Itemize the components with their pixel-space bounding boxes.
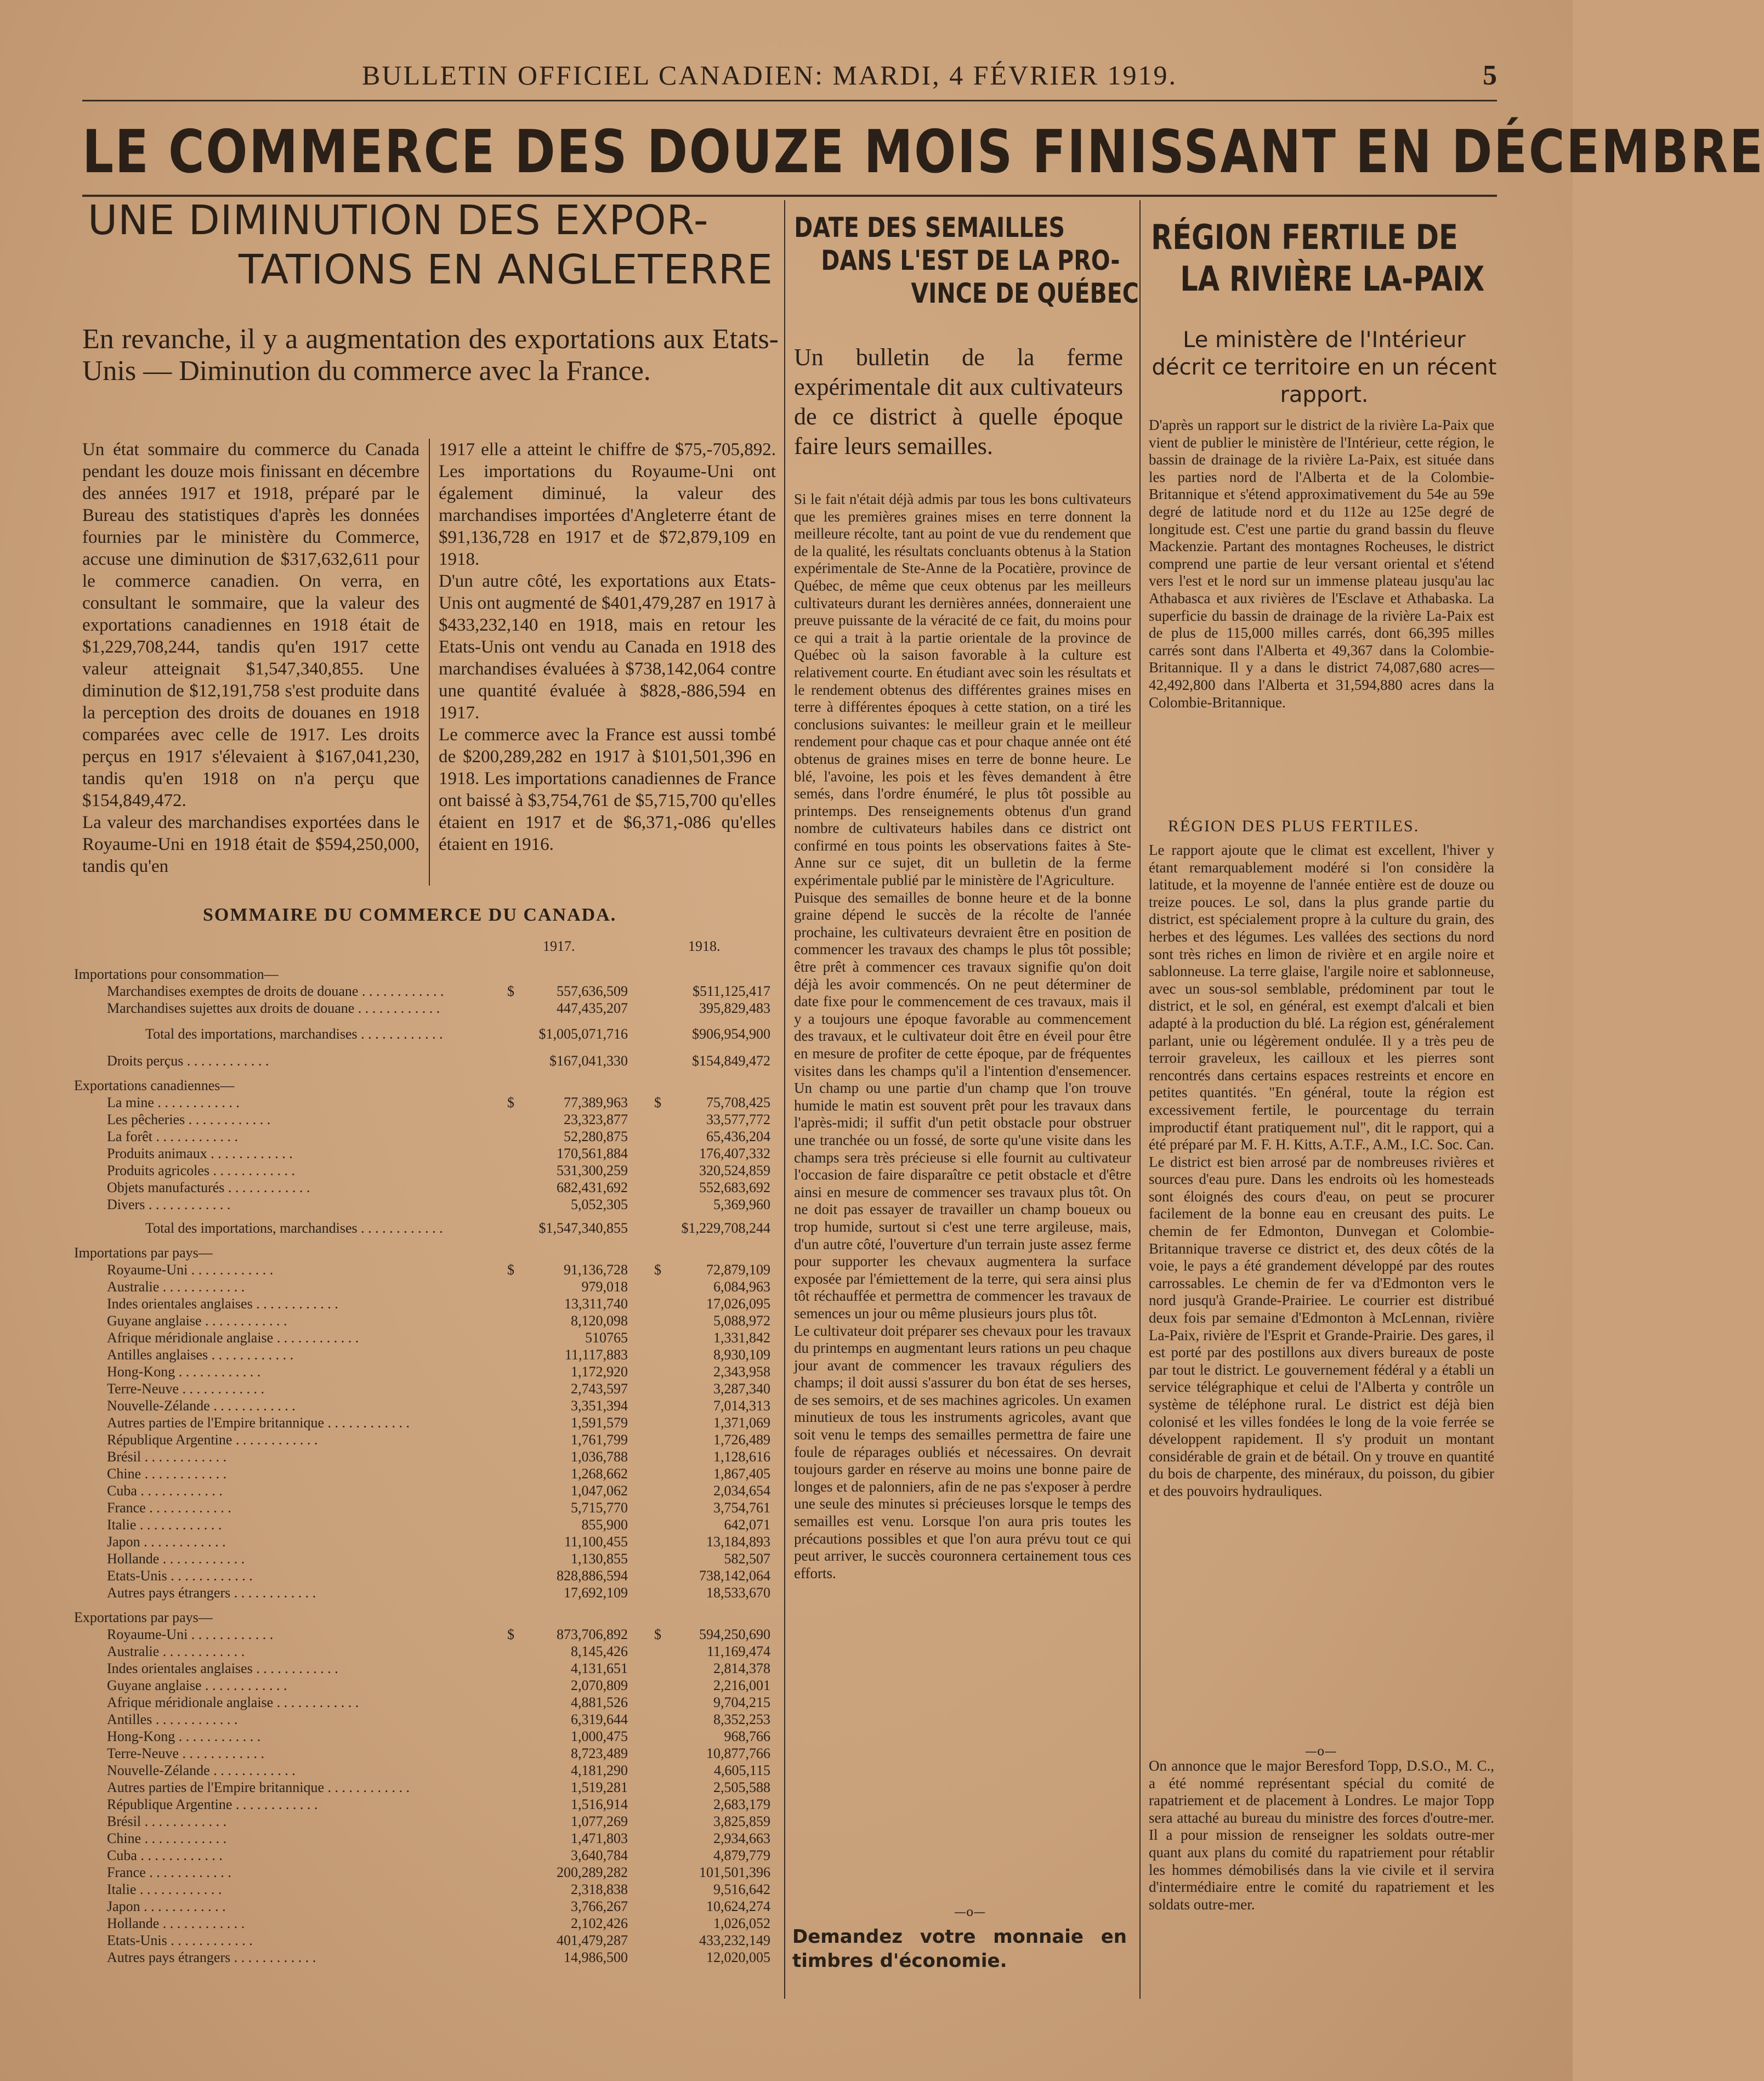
value-1917: 1,516,914 [571, 1796, 628, 1812]
table-row [74, 1660, 776, 1677]
value-1917: 4,881,526 [571, 1694, 628, 1710]
value-1917: 2,318,838 [571, 1881, 628, 1897]
section-heading-label: Importations par pays— [74, 1245, 213, 1261]
value-1917: 1,761,799 [571, 1432, 628, 1448]
table-row [74, 1346, 776, 1363]
row-label: République Argentine . . . . . . . . . . . . [107, 1432, 318, 1448]
lead-headline-line1: UNE DIMINUTION DES EXPOR- [88, 197, 709, 244]
value-1917: 4,181,290 [571, 1762, 628, 1778]
table-row [74, 1779, 776, 1796]
total-row [74, 1025, 776, 1042]
lead-headline [82, 197, 779, 307]
value-1917: 3,640,784 [571, 1847, 628, 1863]
value-1918: 738,142,064 [699, 1568, 770, 1584]
masthead-title: BULLETIN OFFICIEL CANADIEN: MARDI, 4 FÉVRIER 1919. [362, 60, 1177, 90]
value-1918: 1,867,405 [713, 1466, 770, 1482]
table-spacer [74, 1213, 776, 1220]
table-row [74, 1380, 776, 1397]
value-1917: 200,289,282 [557, 1864, 628, 1880]
row-label: France . . . . . . . . . . . . [107, 1864, 231, 1880]
table-header-1917: 1917. [543, 938, 575, 954]
row-label: Cuba . . . . . . . . . . . . [107, 1483, 223, 1499]
value-1918: 2,216,001 [713, 1677, 770, 1693]
row-label: Brésil . . . . . . . . . . . . [107, 1813, 227, 1829]
value-1918: $1,229,708,244 [681, 1220, 770, 1236]
value-1917: 531,300,259 [557, 1163, 628, 1178]
value-1917: 1,000,475 [571, 1728, 628, 1744]
table-spacer [74, 1601, 776, 1609]
value-1918: $511,125,417 [692, 983, 770, 999]
value-1917: $1,005,071,716 [538, 1026, 628, 1042]
page-number: 5 [1483, 60, 1497, 91]
value-1918: 5,369,960 [713, 1197, 770, 1212]
table-spacer [74, 955, 776, 966]
column-divider [429, 439, 430, 886]
value-1917: 2,743,597 [571, 1381, 628, 1397]
row-label: Hollande . . . . . . . . . . . . [107, 1915, 245, 1931]
row-label: Nouvelle-Zélande . . . . . . . . . . . . [107, 1762, 296, 1778]
table-row [74, 1711, 776, 1728]
separator-mark: —o— [1305, 1745, 1337, 1759]
table-row [74, 1830, 776, 1847]
table-header-row [74, 938, 776, 955]
value-1917: 1,268,662 [571, 1466, 628, 1482]
col4-body-2: Le rapport ajoute que le climat est excellent, l'hiver y étant remarquablement modéré si l'on considère la latitude, et la moyenne de l'année entière est de douze ou treize pouces. Le sol, dans la plus grande partie du district, est spécialement propre à la culture du grain, des herbes et des légumes. Les vallées des sections du nord sont très riches en limon de rivière et en argile noire et sablonneuse. La terre glaise, l'argile noire et sablonneuse, avec un sous-sol semblable, prédominent par tout le district, et le sol, en général, est exempt d'alcali et bien adapté à la production du blé. La région est, généralement parlant, unie ou légèrement ondulée. Il y a très peu de terroir graveleux, les cailloux et les pierres sont rencontrés dans certains espaces restreints et encore en petites quantités. "En général, toute la région est excessivement fertile, le pourcentage du terrain improductif étant pratiquement nul", dit le rapport, qui a été préparé par M. F. H. Kitts, A.T.F., A.M., I.C. Soc. Can. Le district est bien arrosé par de nombreuses rivières et sources d'eau pure. Dans les endroits où les homesteads sont éloignés des cours d'eau, on peut se procurer facilement de la bonne eau en creusant des puits. Le chemin de fer Edmonton, Dunvegan et Colombie-Britannique traverse ce district et, des deux côtés de la voie, le pays a été grandement développé par des routes carrossables. Le chemin de fer va d'Edmonton vers le nord jusqu'à Grande-Prairiee. Le courrier est distribué deux fois par semaine d'Edmonton à McLennan, rivière La-Paix, rivière de l'Esprit et Grande-Prairie. Des gares, il est porté par des postillons aux divers bureaux de poste par tout le district. Le gouvernement fédéral y a établi un service télégraphique et celui de l'Alberta y contrôle un système de téléphone rural. Le district est déjà bien colonisé et les villes fondées le long de la voie ferrée se développent rapidement. Il s'y produit un montant considérable de grain et de bétail. On y trouve en quantité du bois de charpente, des minéraux, du poisson, du gibier et des pouvoirs hydrauliques. [1149, 842, 1494, 1499]
value-1917: 4,131,651 [571, 1660, 628, 1676]
value-1918: 582,507 [724, 1551, 770, 1567]
table-row [74, 1465, 776, 1482]
table-row [74, 1694, 776, 1711]
value-1917: 1,130,855 [571, 1551, 628, 1567]
value-1918: 65,436,204 [706, 1129, 770, 1144]
value-1918: 9,516,642 [713, 1881, 770, 1897]
currency-sign: $ [654, 1626, 661, 1642]
row-label: Italie . . . . . . . . . . . . [107, 1881, 222, 1897]
table-row [74, 1677, 776, 1694]
row-label: Terre-Neuve . . . . . . . . . . . . [107, 1745, 264, 1761]
table-title: SOMMAIRE DU COMMERCE DU CANADA. [203, 905, 617, 925]
row-label: Indes orientales anglaises . . . . . . . . . . . . [107, 1296, 338, 1312]
row-label: Terre-Neuve . . . . . . . . . . . . [107, 1381, 264, 1397]
value-1918: 1,331,842 [713, 1330, 770, 1346]
value-1918: 642,071 [724, 1517, 770, 1533]
table-row [74, 1584, 776, 1601]
table-row [74, 1261, 776, 1278]
currency-sign: $ [654, 1262, 661, 1278]
col4-body-1: D'après un rapport sur le district de la rivière La-Paix que vient de publier le ministère de l'Intérieur, cette région, le bassin de drainage de la rivière La-Paix, est située dans les parties nord de l'Alberta et de la Colombie-Britannique et s'étend approximativement du 54e au 59e degré de latitude nord et du 112e au 125e degré de longitude est. C'est une partie du grand bassin du fleuve Mackenzie. Partant des montagnes Rocheuses, le district comprend une partie de leur versant oriental et s'étend vers l'est et le nord sur un immense plateau jusqu'au lac Athabasca et aux rivières de l'Esclave et Athabaska. La superficie du bassin de drainage de la rivière La-Paix est de plus de 115,000 milles carrés, dont 66,395 milles carrés sont dans l'Alberta et 49,367 dans la Colombie-Britannique. Il y a dans le district 74,087,680 acres—42,492,800 dans l'Alberta et 31,594,880 acres dans la Colombie-Britannique. [1149, 417, 1494, 711]
value-1917: 682,431,692 [557, 1180, 628, 1195]
currency-sign: $ [507, 1262, 514, 1278]
section-heading [74, 1609, 776, 1626]
table-row [74, 1915, 776, 1932]
row-label: Marchandises exemptes de droits de douane . . . . . . . . . . . . [107, 983, 444, 999]
row-label: Divers . . . . . . . . . . . . [107, 1197, 231, 1212]
table-row [74, 1567, 776, 1584]
row-label: Afrique méridionale anglaise . . . . . . . . . . . . [107, 1694, 359, 1710]
value-1918: 1,371,069 [713, 1415, 770, 1431]
value-1918: 75,708,425 [706, 1095, 770, 1110]
value-1918: 1,726,489 [713, 1432, 770, 1448]
row-label: Brésil . . . . . . . . . . . . [107, 1449, 227, 1465]
row-label: Guyane anglaise . . . . . . . . . . . . [107, 1313, 287, 1329]
value-1917: 979,018 [581, 1279, 628, 1295]
total-row-label: Total des importations, marchandises . . . . . . . . . . . . [145, 1026, 443, 1042]
value-1917: 6,319,644 [571, 1711, 628, 1727]
value-1918: 3,754,761 [713, 1500, 770, 1516]
value-1918: 6,084,963 [713, 1279, 770, 1295]
row-label: Autres pays étrangers . . . . . . . . . . . . [107, 1949, 316, 1965]
table-row [74, 1847, 776, 1864]
row-label: Produits agricoles . . . . . . . . . . . . [107, 1163, 296, 1178]
row-label: Japon . . . . . . . . . . . . [107, 1534, 226, 1550]
duties-row [74, 1052, 776, 1069]
col3-footer: Demandez votre monnaie en timbres d'économie. [792, 1926, 1127, 1972]
row-label: France . . . . . . . . . . . . [107, 1500, 231, 1516]
value-1918: 2,034,654 [713, 1483, 770, 1499]
lead-subheadline: En revanche, il y a augmentation des exportations aux Etats-Unis — Diminution du commerce avec la France. [82, 324, 779, 387]
table-row [74, 1550, 776, 1567]
table-row [74, 1796, 776, 1813]
duties-row-label: Droits perçus . . . . . . . . . . . . [107, 1053, 269, 1069]
row-label: Hollande . . . . . . . . . . . . [107, 1551, 245, 1567]
table-row [74, 1898, 776, 1915]
table-row [74, 1762, 776, 1779]
table-row [74, 1949, 776, 1966]
value-1918: 8,930,109 [713, 1347, 770, 1363]
value-1918: 13,184,893 [706, 1534, 770, 1550]
col3-headline-line2: DANS L'EST DE LA PRO- [821, 245, 1120, 276]
value-1918: 1,128,616 [713, 1449, 770, 1465]
value-1917: 8,723,489 [571, 1745, 628, 1761]
value-1917: 52,280,875 [564, 1129, 628, 1144]
table-row [74, 1128, 776, 1145]
value-1918: 9,704,215 [713, 1694, 770, 1710]
value-1918: 10,877,766 [706, 1745, 770, 1761]
value-1917: 3,351,394 [571, 1398, 628, 1414]
table-row [74, 1482, 776, 1499]
row-label: Cuba . . . . . . . . . . . . [107, 1847, 223, 1863]
value-1917: 1,519,281 [571, 1779, 628, 1795]
row-label: Antilles . . . . . . . . . . . . [107, 1711, 238, 1727]
table-row [74, 1728, 776, 1745]
table-row [74, 1000, 776, 1017]
row-label: Marchandises sujettes aux droits de douane . . . . . . . . . . . . [107, 1000, 440, 1016]
value-1917: 5,715,770 [571, 1500, 628, 1516]
section-heading-label: Exportations canadiennes— [74, 1078, 235, 1093]
value-1918: 10,624,274 [706, 1898, 770, 1914]
table-row [74, 1626, 776, 1643]
value-1917: 510765 [585, 1330, 628, 1346]
table-row [74, 1094, 776, 1111]
value-1918: 320,524,859 [699, 1163, 770, 1178]
table-row [74, 1643, 776, 1660]
currency-sign: $ [654, 1095, 661, 1110]
col4-headline-line2: LA RIVIÈRE LA-PAIX [1180, 259, 1485, 299]
section-heading-label: Exportations par pays— [74, 1609, 213, 1625]
value-1917: 1,036,788 [571, 1449, 628, 1465]
table-spacer [74, 1042, 776, 1052]
value-1918: 176,407,332 [699, 1146, 770, 1161]
value-1917: 1,172,920 [571, 1364, 628, 1380]
value-1918: 1,026,052 [713, 1915, 770, 1931]
value-1918: 2,343,958 [713, 1364, 770, 1380]
value-1917: 17,692,109 [564, 1585, 628, 1601]
value-1918: 4,879,779 [713, 1847, 770, 1863]
table-row [74, 1414, 776, 1431]
col4-subheadline: Le ministère de l'Intérieur décrit ce territoire en un récent rapport. [1152, 327, 1497, 407]
col3-body: Si le fait n'était déjà admis par tous les bons cultivateurs que les premières graines mises en terre donnent la meilleure récolte, tant au point de vue du rendement que de la qualité, les résultats concluants obtenus à la Station expérimentale de Ste-Anne de la Pocatière, province de Québec, de même que ceux obtenus par les meilleurs cultivateurs durant les dernières années, donneraient une preuve puissante de la véracité de ce fait, du moins pour ce qui a trait à la partie orientale de la province de Québec où la saison favorable à la culture est relativement courte. En étudiant avec soin les résultats et le rendement obtenus des différentes graines mises en terre à différentes époques à cette station, on a tiré les conclusions suivantes: le meilleur grain et le meilleur rendement pour chaque cas et pour chaque année ont été obtenus de graines mises en terre de bonne heure. Le blé, l'avoine, les pois et les fèves demandent à être semés, dans l'ordre énuméré, le plus tôt possible au printemps. Des renseignements obtenus d'un grand nombre de cultivateurs habiles dans ce district ont confirmé en tous points les observations faites à Ste-Anne sur ce sujet, dit un bulletin de la ferme expérimentale publié par le ministère de l'Agriculture. Puisque des semailles de bonne heure et de la bonne graine dépend le succès de la récolte de l'année prochaine, les cultivateurs devraient être en position de commencer les travaux des champs le plus tôt possible; être prêt à commencer ces travaux signifie qu'on doit déjà les avoir commencés. On ne peut déterminer de date fixe pour le commencement de ces travaux, mais il y a toujours une époque favorable au commencement des travaux, et le cultivateur doit être en éveil pour être en mesure de profiter de cette époque, par de fréquentes visites dans les champs qu'il a l'intention d'ensemencer. Un champ ou une partie d'un champ que l'on trouve humide le matin est souvent prêt pour les travaux dans l'après-midi; il suffit d'un petit obstacle pour obstruer une tranchée ou un fossé, de sorte qu'une visite dans les champs sera très précieuse si elle fournit au cultivateur l'occasion de faire disparaître ce petit obstacle et d'être ainsi en mesure de commencer ses travaux plus tôt. On ne doit pas essayer de travailler un champ boueux ou trop humide, surtout si c'est une terre argileuse, mais, d'un autre côté, l'ouverture d'un terrain juste assez ferme pour supporter les chevaux augmentera la surface exposée par l'émiettement de la terre, qui sera ainsi plus tôt réchauffée et permettra de commencer les travaux de semences un jour ou même plusieurs jours plus tôt. Le cultivateur doit préparer ses chevaux pour les travaux du printemps en augmentant leurs rations un peu chaque jour avant de commencer les travaux réguliers des champs; il doit aussi s'assurer du bon état de ses herses, de ses semoirs, et de ses machines agricoles. Un examen minutieux de tous les instruments agricoles, avant que soit venu le temps des semailles permettra de faire une foule de réparages oubliés et nécessaires. On devrait toujours garder en réserve au moins une bonne paire de longes et de palonniers, afin de ne pas s'exposer à perdre une seule des minutes si précieuses lorsque le temps des semailles est venu. Lorsque l'on aura pris toutes les précautions possibles et que l'on aura prévu tout ce qui peut arriver, le succès couronnera certainement tous ces efforts. [794, 491, 1131, 1581]
row-label: Australie . . . . . . . . . . . . [107, 1279, 245, 1295]
row-label: Indes orientales anglaises . . . . . . . . . . . . [107, 1660, 338, 1676]
table-row [74, 983, 776, 1000]
table-header-1918: 1918. [688, 938, 721, 954]
row-label: Etats-Unis . . . . . . . . . . . . [107, 1932, 253, 1948]
value-1918: 33,577,772 [706, 1112, 770, 1127]
table-row [74, 1179, 776, 1196]
currency-sign: $ [507, 983, 514, 999]
value-1918: 433,232,149 [699, 1932, 770, 1948]
value-1918: $906,954,900 [692, 1026, 770, 1042]
value-1917: 5,052,305 [571, 1197, 628, 1212]
table-row [74, 1196, 776, 1213]
value-1917: $167,041,330 [549, 1053, 628, 1069]
col4-section-title: RÉGION DES PLUS FERTILES. [1168, 817, 1420, 835]
section-heading [74, 1077, 776, 1094]
value-1917: 11,100,455 [564, 1534, 628, 1550]
value-1917: 91,136,728 [564, 1262, 628, 1278]
value-1918: 12,020,005 [706, 1949, 770, 1965]
row-label: Nouvelle-Zélande . . . . . . . . . . . . [107, 1398, 296, 1414]
total-row [74, 1220, 776, 1237]
row-label: Produits animaux . . . . . . . . . . . . [107, 1146, 293, 1161]
column-divider [784, 200, 785, 1999]
table-row [74, 1363, 776, 1380]
value-1918: 395,829,483 [699, 1000, 770, 1016]
masthead [82, 59, 1508, 98]
row-label: Australie . . . . . . . . . . . . [107, 1643, 245, 1659]
value-1917: 1,047,062 [571, 1483, 628, 1499]
table-row [74, 1813, 776, 1830]
row-label: La mine . . . . . . . . . . . . [107, 1095, 240, 1110]
value-1918: 594,250,690 [699, 1626, 770, 1642]
value-1918: $154,849,472 [692, 1053, 770, 1069]
value-1917: 401,479,287 [557, 1932, 628, 1948]
col3-headline [790, 211, 1139, 310]
value-1917: 855,900 [581, 1517, 628, 1533]
value-1917: 77,389,963 [564, 1095, 628, 1110]
total-row-label: Total des importations, marchandises . . . . . . . . . . . . [145, 1220, 443, 1236]
col3-headline-line3: VINCE DE QUÉBEC [911, 277, 1139, 309]
value-1918: 2,814,378 [713, 1660, 770, 1676]
value-1917: 873,706,892 [557, 1626, 628, 1642]
value-1917: 3,766,267 [571, 1898, 628, 1914]
value-1917: 8,120,098 [571, 1313, 628, 1329]
value-1918: 5,088,972 [713, 1313, 770, 1329]
table-row [74, 1329, 776, 1346]
currency-sign: $ [507, 1095, 514, 1110]
col3-headline-line1: DATE DES SEMAILLES [794, 212, 1065, 243]
value-1918: 4,605,115 [713, 1762, 770, 1778]
value-1918: 72,879,109 [706, 1262, 770, 1278]
row-label: Hong-Kong . . . . . . . . . . . . [107, 1364, 261, 1380]
table-row [74, 1516, 776, 1533]
value-1917: 170,561,884 [557, 1146, 628, 1161]
table-spacer [74, 1017, 776, 1025]
value-1917: 23,323,877 [564, 1112, 628, 1127]
row-label: Autres pays étrangers . . . . . . . . . . . . [107, 1585, 316, 1601]
row-label: Objets manufacturés . . . . . . . . . . . . [107, 1180, 310, 1195]
lead-column-1: Un état sommaire du commerce du Canada pendant les douze mois finissant en décembre des années 1917 et 1918, préparé par le Bureau des statistiques d'après les données fournies par le ministère du Commerce, accuse une diminution de $317,632,611 pour le commerce canadien. On verra, en consultant le sommaire, que la valeur des exportations canadiennes en 1918 était de $1,229,708,244, tandis qu'en 1917 cette valeur atteignait $1,547,340,855. Une diminution de $12,191,758 s'est produite dans la perception des droits de douanes en 1918 comparées avec celle de 1917. Les droits perçus en 1917 s'élevaient à $167,041,230, tandis qu'en 1918 on n'a perçu que $154,849,472. La valeur des marchandises exportées dans le Royaume-Uni en 1918 était de $594,250,000, tandis qu'en [82, 440, 419, 876]
value-1918: 11,169,474 [706, 1643, 770, 1659]
currency-sign: $ [507, 1626, 514, 1642]
row-label: La forêt . . . . . . . . . . . . [107, 1129, 239, 1144]
table-row [74, 1499, 776, 1516]
table-row [74, 1881, 776, 1898]
value-1917: 13,311,740 [564, 1296, 628, 1312]
value-1918: 2,505,588 [713, 1779, 770, 1795]
value-1917: 447,435,207 [557, 1000, 628, 1016]
table-row [74, 1312, 776, 1329]
row-label: Hong-Kong . . . . . . . . . . . . [107, 1728, 261, 1744]
section-heading-label: Importations pour consommation— [74, 966, 279, 982]
value-1917: 1,591,579 [571, 1415, 628, 1431]
masthead-rule [82, 100, 1497, 101]
row-label: Autres parties de l'Empire britannique . . . . . . . . . . . . [107, 1779, 410, 1795]
column-divider [1139, 200, 1141, 1999]
main-headline: LE COMMERCE DES DOUZE MOIS FINISSANT EN DÉCEMBRE [82, 118, 1764, 186]
row-label: Chine . . . . . . . . . . . . [107, 1830, 227, 1846]
value-1917: 557,636,509 [557, 983, 628, 999]
value-1918: 968,766 [724, 1728, 770, 1744]
table-row [74, 1932, 776, 1949]
lead-column-2: 1917 elle a atteint le chiffre de $75,-705,892. Les importations du Royaume-Uni ont également diminué, la valeur des marchandises importées d'Angleterre étant de $91,136,728 en 1917 et de $72,879,109 en 1918. D'un autre côté, les exportations aux Etats-Unis ont augmenté de $401,479,287 en 1917 à $433,232,140 en 1918, mais en retour les Etats-Unis ont vendu au Canada en 1918 des marchandises évaluées à $738,142,064 contre une quantité évaluée à $828,-886,594 en 1917. Le commerce avec la France est aussi tombé de $200,289,282 en 1917 à $101,501,396 en 1918. Les importations canadiennes de France ont baissé à $3,754,761 de $5,715,700 qu'elles étaient en 1917 et de $6,371,-086 qu'elles étaient en 1916. [439, 440, 776, 854]
table-row [74, 1533, 776, 1550]
table-row [74, 1278, 776, 1295]
row-label: Royaume-Uni . . . . . . . . . . . . [107, 1626, 274, 1642]
table-row [74, 1397, 776, 1414]
value-1918: 7,014,313 [713, 1398, 770, 1414]
row-label: Autres parties de l'Empire britannique . . . . . . . . . . . . [107, 1415, 410, 1431]
value-1917: 14,986,500 [564, 1949, 628, 1965]
value-1918: 8,352,253 [713, 1711, 770, 1727]
value-1917: 11,117,883 [564, 1347, 628, 1363]
value-1918: 17,026,095 [706, 1296, 770, 1312]
lead-headline-line2: TATIONS EN ANGLETERRE [239, 246, 773, 293]
table-row [74, 1145, 776, 1162]
separator-mark: —o— [954, 1906, 986, 1919]
value-1917: 1,471,803 [571, 1830, 628, 1846]
row-label: République Argentine . . . . . . . . . . . . [107, 1796, 318, 1812]
row-label: Royaume-Uni . . . . . . . . . . . . [107, 1262, 274, 1278]
value-1918: 101,501,396 [699, 1864, 770, 1880]
value-1918: 3,287,340 [713, 1381, 770, 1397]
row-label: Japon . . . . . . . . . . . . [107, 1898, 226, 1914]
table-row [74, 1448, 776, 1465]
table-row [74, 1295, 776, 1312]
row-label: Les pêcheries . . . . . . . . . . . . [107, 1112, 271, 1127]
col4-headline-line1: RÉGION FERTILE DE [1151, 217, 1458, 257]
value-1917: 1,077,269 [571, 1813, 628, 1829]
row-label: Afrique méridionale anglaise . . . . . . . . . . . . [107, 1330, 359, 1346]
section-heading [74, 1244, 776, 1261]
table-row [74, 1745, 776, 1762]
value-1918: 2,934,663 [713, 1830, 770, 1846]
table-row [74, 1431, 776, 1448]
col3-subheadline: Un bulletin de la ferme expérimentale dit aux cultivateurs de ce district à quelle époque faire leurs semailles. [794, 344, 1123, 460]
value-1917: 828,886,594 [557, 1568, 628, 1584]
value-1917: $1,547,340,855 [538, 1220, 628, 1236]
table-spacer [74, 1069, 776, 1077]
value-1918: 2,683,179 [713, 1796, 770, 1812]
col4-body-3: On annonce que le major Beresford Topp, D.S.O., M. C., a été nommé représentant spécial du comité de rapatriement et de placement à Londres. Le major Topp sera attaché au bureau du ministre des forces d'outre-mer. Il a pour mission de renseigner les soldats outre-mer quant aux plans du comité du rapatriement pour rétablir les hommes démobilisés dans la vie civile et il servira d'intermédiaire entre le comité du rapatriement et les soldats outre-mer. [1149, 1757, 1494, 1913]
row-label: Guyane anglaise . . . . . . . . . . . . [107, 1677, 287, 1693]
value-1917: 2,070,809 [571, 1677, 628, 1693]
trade-summary-table [74, 938, 776, 1966]
value-1918: 3,825,859 [713, 1813, 770, 1829]
value-1917: 2,102,426 [571, 1915, 628, 1931]
section-heading [74, 966, 776, 983]
row-label: Chine . . . . . . . . . . . . [107, 1466, 227, 1482]
table-row [74, 1162, 776, 1179]
col4-headline [1149, 217, 1485, 300]
row-label: Etats-Unis . . . . . . . . . . . . [107, 1568, 253, 1584]
row-label: Italie . . . . . . . . . . . . [107, 1517, 222, 1533]
row-label: Antilles anglaises . . . . . . . . . . . . [107, 1347, 294, 1363]
value-1918: 18,533,670 [706, 1585, 770, 1601]
value-1918: 552,683,692 [699, 1180, 770, 1195]
table-spacer [74, 1237, 776, 1244]
table-row [74, 1111, 776, 1128]
value-1917: 8,145,426 [571, 1643, 628, 1659]
table-row [74, 1864, 776, 1881]
